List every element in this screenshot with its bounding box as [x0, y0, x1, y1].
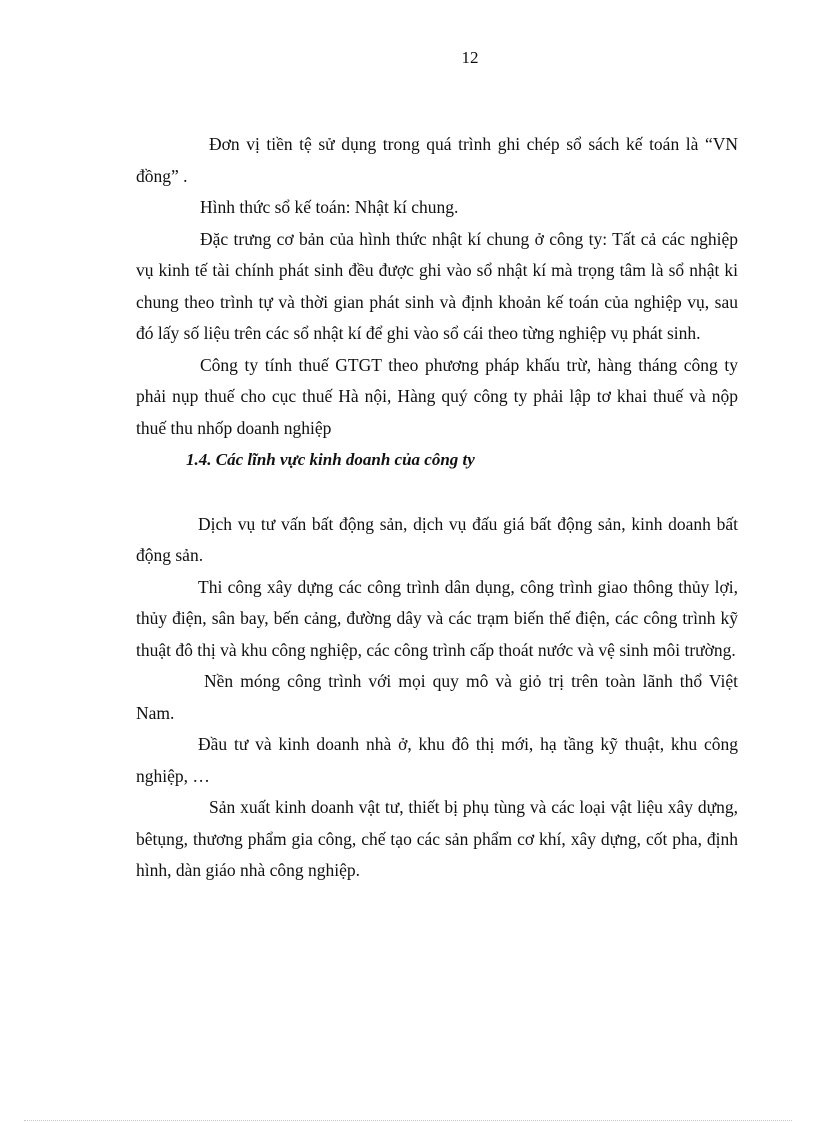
page-number: 12: [461, 48, 479, 67]
paragraph-real-estate-services: Dịch vụ tư vấn bất động sản, dịch vụ đấu giá bất động sản, kinh doanh bất động sản.: [136, 513, 738, 565]
section-heading: 1.4. Các lĩnh vực kinh doanh của công ty: [186, 450, 475, 469]
paragraph-ledger-form: Hình thức sổ kế toán: Nhật kí chung.: [200, 197, 459, 217]
paragraph-vat-tax: Công ty tính thuế GTGT theo phương pháp khấu trừ, hàng tháng công ty phải nụp thuế cho cục thuế Hà nội, Hàng quý công ty phải lập tơ khai thuế và nộp thuế thu nhốp doanh nghiệp: [136, 354, 738, 438]
paragraph-foundations: Nền móng công trình với mọi quy mô và giỏ trị trên toàn lãnh thổ Việt Nam.: [136, 671, 738, 723]
paragraph-journal-features: Đặc trưng cơ bản của hình thức nhật kí chung ở công ty: Tất cả các nghiệp vụ kinh tế tài chính phát sinh đều được ghi vào sổ nhật kí mà trọng tâm là sổ nhật ki chung theo trình tự và thời gian phát sinh và định khoản kế toán của nghiệp vụ, sau đó lấy số liệu trên các sổ nhật kí để ghi vào sổ cái theo từng nghiệp vụ phát sinh.: [136, 228, 738, 343]
paragraph-investment: Đầu tư và kinh doanh nhà ở, khu đô thị mới, hạ tầng kỹ thuật, khu công nghiệp, …: [136, 734, 738, 786]
document-body: [136, 129, 738, 887]
paragraph-construction: Thi công xây dựng các công trình dân dụng, công trình giao thông thủy lợi, thủy điện, sân bay, bến cảng, đường dây và các trạm biến thế điện, các công trình kỹ thuật đô thị và khu công nghiệp, các công trình cấp thoát nước và vệ sinh môi trường.: [136, 576, 738, 660]
paragraph-currency-unit: Đơn vị tiền tệ sử dụng trong quá trình ghi chép sổ sách kế toán là “VN đồng” .: [136, 134, 738, 186]
heading-spacer: [136, 476, 738, 509]
paragraph-manufacturing: Sản xuất kinh doanh vật tư, thiết bị phụ tùng và các loại vật liệu xây dựng, bêtụng, thương phẩm gia công, chế tạo các sản phẩm cơ khí, xây dựng, cốt pha, định hình, dàn giáo nhà công nghiệp.: [136, 797, 738, 880]
page-bottom-divider: [24, 1120, 792, 1121]
